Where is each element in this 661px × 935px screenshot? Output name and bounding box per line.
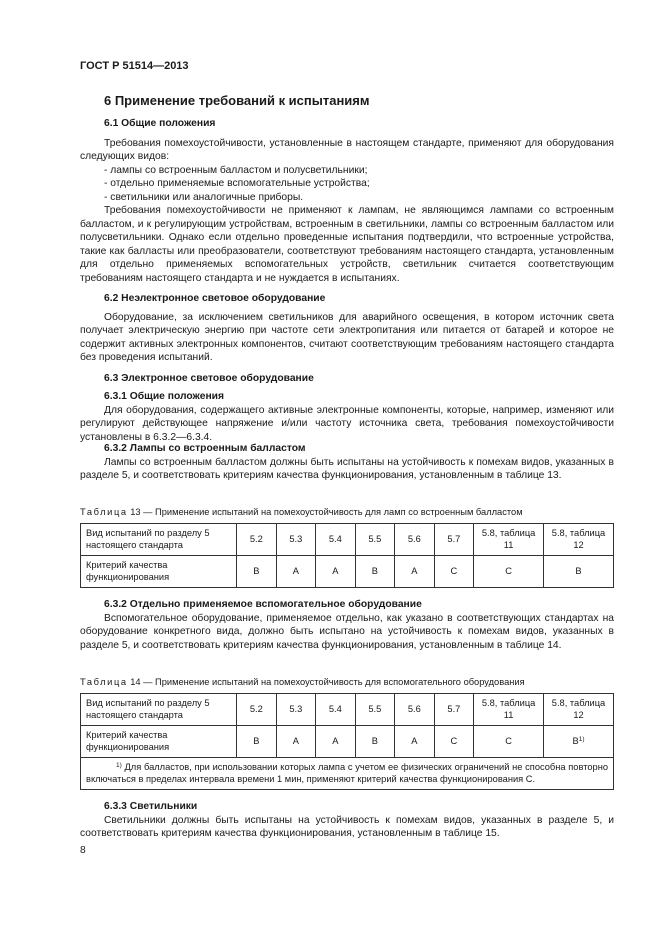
table-cell: 5.3 [276,524,316,556]
document-header: ГОСТ Р 51514—2013 [80,60,189,72]
table-cell: 5.8, таблица 11 [474,524,544,556]
subsection-title: 6.3 Электронное световое оборудование [104,373,314,384]
table-row [81,726,614,758]
section-6-3-3-body [80,814,614,841]
table-cell: A [316,556,356,588]
table-cell: C [474,726,544,758]
table-cell: 5.5 [355,524,395,556]
table-14 [80,693,614,790]
table-cell: 5.7 [434,524,474,556]
paragraph: Оборудование, за исключением светильников для аварийного освещения, в котором источник света получает электрическую энергию при частоте сети электропитания или питается от батарей и которое не содержит активных электронных компонентов, считают соответствующим требованиям настоящего стандарта без проведения испытаний. [80,312,614,364]
table-cell: A [395,726,435,758]
paragraph: Вспомогательное оборудование, применяемое отдельно, как указано в соответствующих стандартах на оборудование конкретного вида, должно быть испытано на устойчивость к помехам видов, указанных в разделе 5, и соответствовать критериям качества функционирования, установленным в таблице 14. [80,613,614,651]
section-6-3-2b-body [80,612,614,652]
footnote-marker: 1) [116,762,122,769]
subsection-title: 6.1 Общие положения [104,118,216,129]
subsection-title: 6.3.3 Светильники [104,801,198,812]
table-cell: B [544,556,614,588]
section-6-2-body [80,311,614,365]
table-cell: 5.2 [237,694,277,726]
table-row [81,758,614,790]
table-cell: A [276,556,316,588]
table-13-caption [80,507,523,517]
table-cell: Вид испытаний по разделу 5 настоящего стандарта [81,524,237,556]
table-cell: 5.4 [316,694,356,726]
table-cell: B [355,726,395,758]
table-cell: 5.3 [276,694,316,726]
table-cell: C [474,556,544,588]
table-cell: A [316,726,356,758]
page-number: 8 [80,845,86,856]
footnote-text: Для балластов, при использовании которых лампа с учетом ее физических ограничений не способна повторно включаться в пределах интервала времени 1 мин, применяют критерий качества функционирования C. [86,762,608,784]
list-item: - отдельно применяемые вспомогательные устройства; [104,178,370,190]
subsection-title: 6.2 Неэлектронное световое оборудование [104,293,326,304]
table-13 [80,523,614,588]
subsection-title: 6.3.2 Отдельно применяемое вспомогательное оборудование [104,599,422,610]
caption-text: 13 — Применение испытаний на помехоустойчивость для ламп со встроенным балластом [127,507,523,517]
caption-text: 14 — Применение испытаний на помехоустойчивость для вспомогательного оборудования [127,677,525,687]
subsection-title: 6.3.1 Общие положения [104,391,224,402]
table-footnote [81,758,614,790]
section-6-1-body [80,137,614,285]
caption-word: Таблица [80,507,128,517]
section-6-3-1-body [80,404,614,444]
table-cell: 5.7 [434,694,474,726]
table-cell: 5.2 [237,524,277,556]
list-item: - светильники или аналогичные приборы. [104,191,304,203]
caption-word: Таблица [80,677,128,687]
table-cell: A [395,556,435,588]
table-14-caption [80,677,525,687]
table-cell: Критерий качества функционирования [81,556,237,588]
table-row [81,524,614,556]
section-title: 6 Применение требований к испытаниям [104,93,370,108]
table-row [81,694,614,726]
table-cell: 5.8, таблица 12 [544,694,614,726]
table-cell: C [434,726,474,758]
paragraph: Требования помехоустойчивости, установленные в настоящем стандарте, применяют для оборудования следующих видов: [80,138,614,163]
table-cell: Критерий качества функционирования [81,726,237,758]
table-cell: 5.8, таблица 11 [474,694,544,726]
table-cell: 5.4 [316,524,356,556]
table-cell: Вид испытаний по разделу 5 настоящего стандарта [81,694,237,726]
cell-value: B [572,735,579,746]
paragraph: Для оборудования, содержащего активные электронные компоненты, которые, например, изменяют или регулируют действующее напряжение и/или частоту источника света, требования помехоустойчивости установлены в 6.3.2—6.3.4. [80,405,614,443]
table-cell: 5.6 [395,694,435,726]
table-cell: C [434,556,474,588]
table-cell: A [276,726,316,758]
table-cell: 5.8, таблица 12 [544,524,614,556]
table-cell: B [355,556,395,588]
paragraph: Требования помехоустойчивости не применяют к лампам, не являющимся лампами со встроенным балластом, и к регулирующим устройствам, встроенным в светильники, лампы со встроенным балластом или полусветильники. Однако если отдельно проведенные испытания подтвердили, что встроенные устройства, такие как балласты или преобразователи, соответствуют требованиям настоящего стандарта, установленным для отдельно применяемых вспомогательных устройств, светильник считается соответствующим требованиям настоящего стандарта и не нуждается в испытаниях. [80,205,614,284]
table-row [81,556,614,588]
paragraph: Лампы со встроенным балластом должны быть испытаны на устойчивость к помехам видов, указанных в разделе 5, и соответствовать критериям качества функционирования, установленным в таблице 13. [80,457,614,482]
table-cell: 5.5 [355,694,395,726]
table-cell: B [237,726,277,758]
list-item: - лампы со встроенным балластом и полусветильники; [104,164,368,176]
section-6-3-2-body [80,456,614,483]
table-cell: 5.6 [395,524,435,556]
table-cell [544,726,614,758]
table-cell: B [237,556,277,588]
subsection-title: 6.3.2 Лампы со встроенным балластом [104,443,306,454]
paragraph: Светильники должны быть испытаны на устойчивость к помехам видов, указанных в разделе 5, и соответствовать критериям качества функционирования, установленным в таблице 15. [80,815,614,840]
footnote-marker: 1) [578,735,585,743]
